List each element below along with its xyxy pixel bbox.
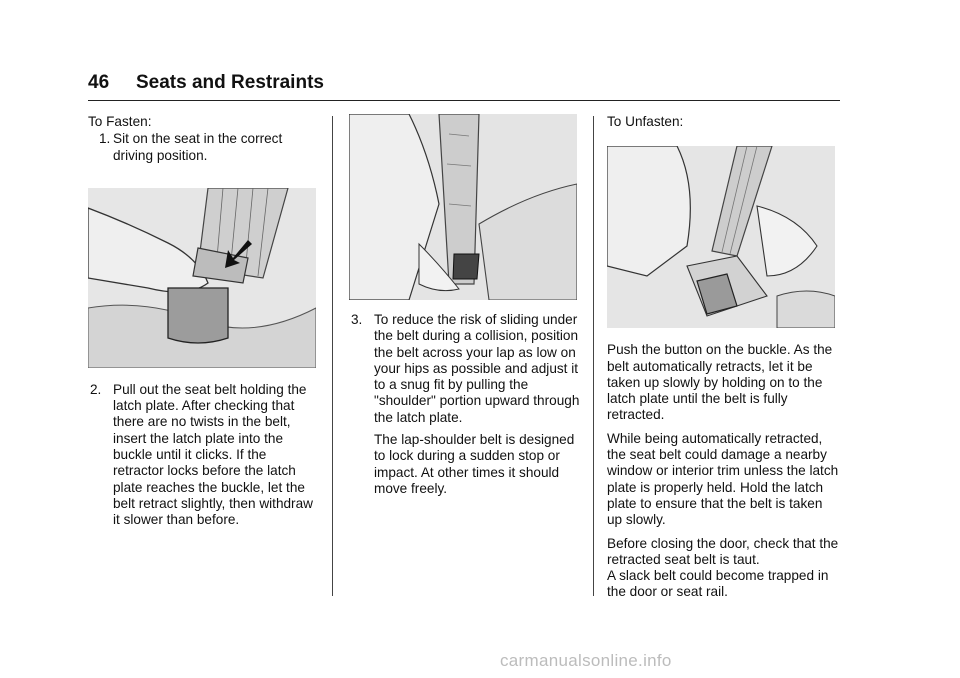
step-2 <box>88 382 318 529</box>
unfasten-paragraph-3 <box>607 536 839 601</box>
column-divider-1 <box>332 116 333 596</box>
step-3-number: 3. <box>351 312 363 327</box>
step-2-text: Pull out the seat belt holding the latch plate. After checking that there are no twists in the belt, insert the latch plate into the buckle until it clicks. If the retractor locks before the latch plate reaches the buckle, let the belt retract slightly, then withdraw it slower than before. <box>113 381 313 528</box>
lap-belt-drawing <box>349 114 577 300</box>
page-number: 46 <box>88 72 110 93</box>
unfasten-paragraph-2: While being automatically retracted, the seat belt could damage a nearby window or interior trim unless the latch plate is properly held. Hold the latch plate to ensure that the belt is taken up slowly. <box>607 430 839 528</box>
step-1-text: Sit on the seat in the correct driving position. <box>113 131 283 163</box>
buckle-release-drawing <box>607 146 835 328</box>
unfasten-paragraph-3-line-1: Before closing the door, check that the retracted seat belt is taut. <box>607 535 839 567</box>
illustration-buckle-release <box>607 146 835 328</box>
fasten-title: To Fasten: <box>88 114 152 129</box>
column-divider-2 <box>593 116 594 596</box>
unfasten-title: To Unfasten: <box>607 114 684 129</box>
step-3-text: To reduce the risk of sliding under the belt during a collision, position the belt across your lap as low on your hips as possible and adjust it to a snug fit by pulling the "shoulder" portion upward through the latch plate. <box>374 312 580 425</box>
latch-plate-drawing <box>88 188 316 368</box>
step-3 <box>349 312 581 426</box>
column-middle <box>349 114 581 497</box>
illustration-latch-plate <box>88 188 316 368</box>
section-title: Seats and Restraints <box>136 72 324 93</box>
column-right <box>607 114 839 601</box>
step-1-number: 1. <box>99 131 111 147</box>
column-left <box>88 114 318 529</box>
watermark: carmanualsonline.info <box>500 651 672 670</box>
unfasten-paragraph-1: Push the button on the buckle. As the belt automatically retracts, let it be taken up slowly by holding on to the latch plate until the belt is fully retracted. <box>607 342 833 423</box>
step-2-number: 2. <box>90 381 102 397</box>
page-header <box>88 70 840 101</box>
unfasten-paragraph-3-line-2: A slack belt could become trapped in the door or seat rail. <box>607 568 829 600</box>
illustration-lap-belt <box>349 114 577 300</box>
step-1 <box>88 131 318 164</box>
step-3-note: The lap-shoulder belt is designed to lock during a sudden stop or impact. At other times it should move freely. <box>374 432 575 496</box>
